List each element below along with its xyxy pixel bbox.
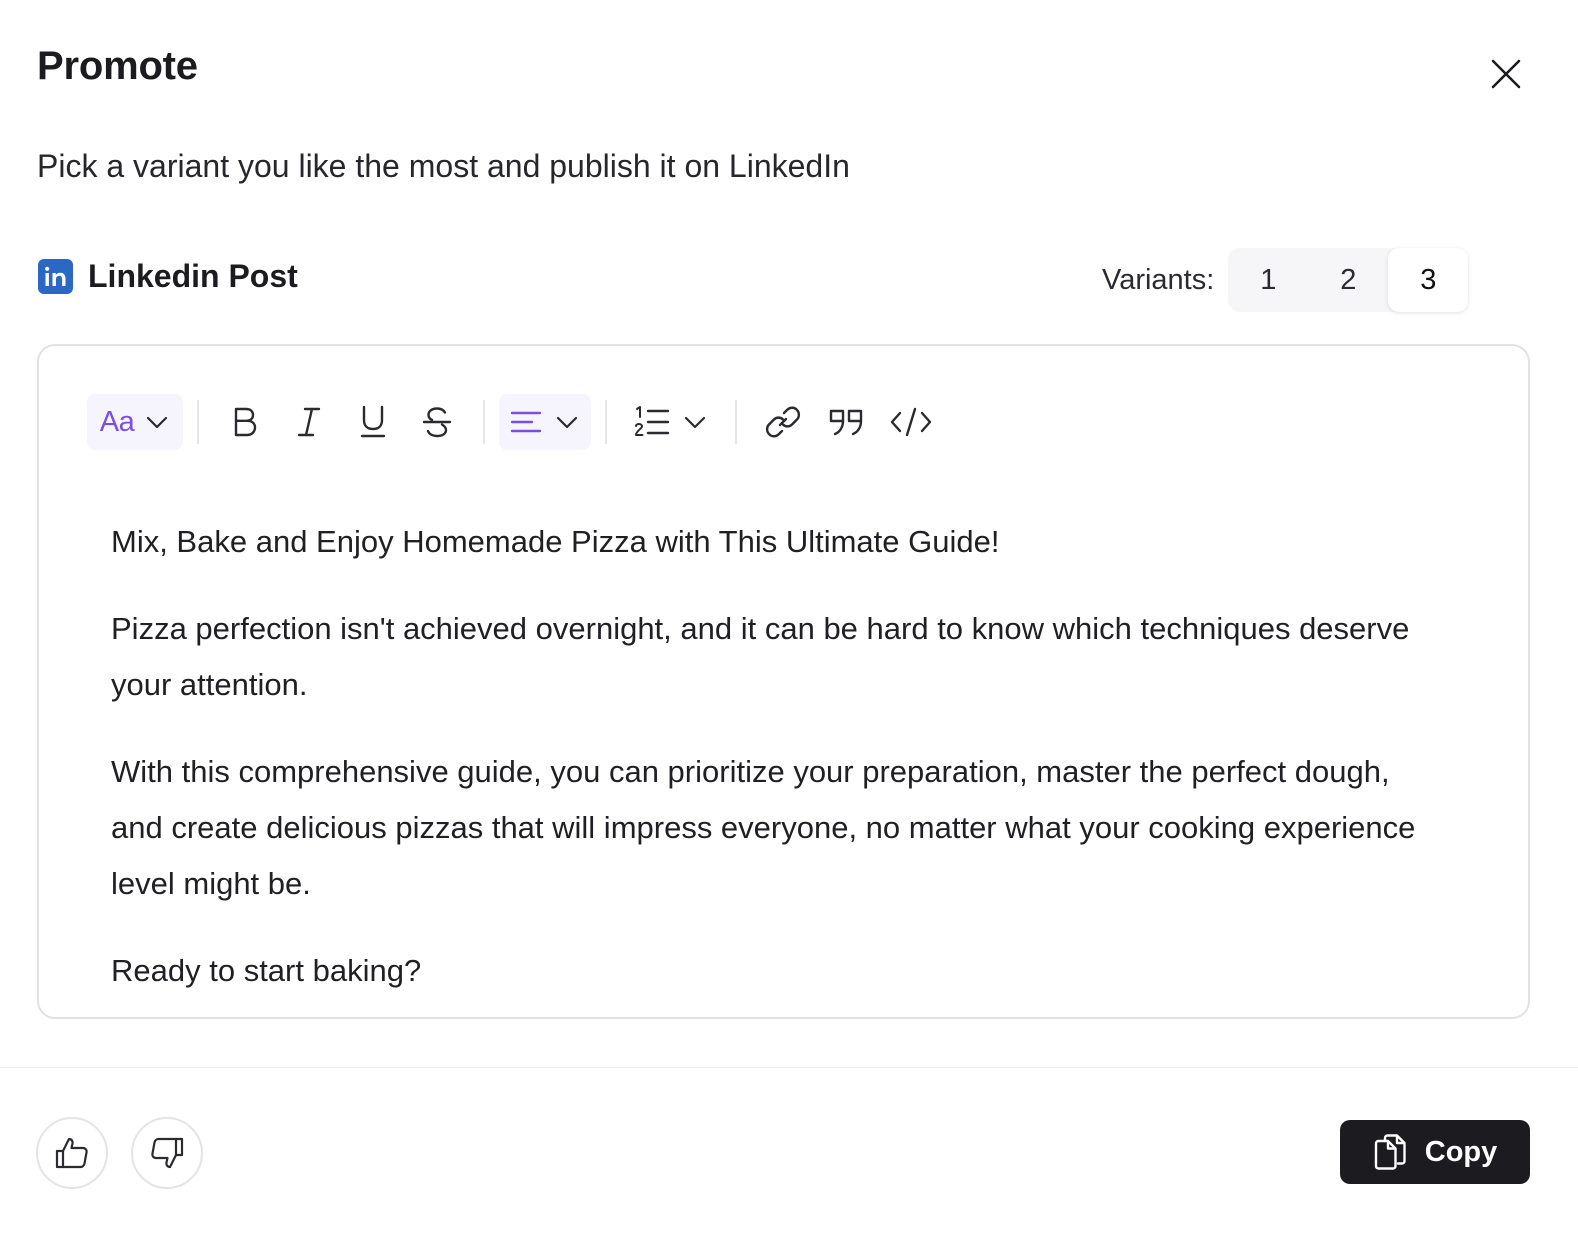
variant-1-button[interactable]: 1 xyxy=(1260,263,1277,296)
blockquote-button[interactable] xyxy=(815,394,879,450)
thumbs-down-icon xyxy=(148,1134,186,1172)
variant-2-button[interactable]: 2 xyxy=(1340,263,1357,296)
underline-button[interactable] xyxy=(341,394,405,450)
editor-content[interactable] xyxy=(111,514,1441,988)
toolbar-divider xyxy=(605,400,607,444)
toolbar-divider xyxy=(483,400,485,444)
post-type-label: Linkedin Post xyxy=(88,258,298,294)
variant-tabs xyxy=(1228,248,1468,312)
variant-selector xyxy=(1102,248,1468,312)
align-left-icon xyxy=(510,409,542,435)
text-style-dropdown[interactable] xyxy=(87,394,183,450)
italic-icon xyxy=(294,405,324,439)
copy-button[interactable] xyxy=(1340,1120,1530,1184)
content-paragraph: Ready to start baking? xyxy=(111,953,422,988)
post-editor[interactable] xyxy=(37,344,1530,1019)
thumbs-up-icon xyxy=(53,1134,91,1172)
page-subtitle: Pick a variant you like the most and publish it on LinkedIn xyxy=(37,148,850,184)
thumbs-up-button[interactable] xyxy=(36,1117,108,1189)
page-title: Promote xyxy=(37,44,198,88)
code-icon xyxy=(890,406,932,438)
strikethrough-icon xyxy=(421,405,453,439)
close-button[interactable] xyxy=(1484,52,1528,96)
content-paragraph: Mix, Bake and Enjoy Homemade Pizza with This Ultimate Guide! xyxy=(111,524,1000,559)
content-paragraph: With this comprehensive guide, you can prioritize your preparation, master the perfect dough, and create delicious pizzas that will impress everyone, no matter what your cooking experience level might be. xyxy=(111,754,1416,901)
link-icon xyxy=(765,404,801,440)
ordered-list-icon xyxy=(634,405,670,439)
thumbs-down-button[interactable] xyxy=(131,1117,203,1189)
strikethrough-button[interactable] xyxy=(405,394,469,450)
linkedin-icon xyxy=(38,259,73,294)
italic-button[interactable] xyxy=(277,394,341,450)
chevron-down-icon xyxy=(682,409,708,435)
text-style-icon: Aa xyxy=(99,405,135,438)
bold-icon xyxy=(230,405,260,439)
align-dropdown[interactable] xyxy=(499,394,591,450)
chevron-down-icon xyxy=(554,409,580,435)
code-button[interactable] xyxy=(879,394,943,450)
blockquote-icon xyxy=(828,407,866,437)
content-paragraph: Pizza perfection isn't achieved overnight, and it can be hard to know which techniques deserve your attention. xyxy=(111,611,1410,702)
variants-label: Variants: xyxy=(1102,263,1215,296)
copy-icon xyxy=(1373,1133,1407,1171)
copy-label: Copy xyxy=(1424,1135,1498,1168)
footer-divider xyxy=(0,1067,1578,1068)
post-header xyxy=(38,258,298,295)
variant-3-button[interactable]: 3 xyxy=(1388,248,1468,312)
close-icon xyxy=(1490,58,1522,90)
toolbar-divider xyxy=(735,400,737,444)
list-dropdown[interactable] xyxy=(621,394,721,450)
toolbar-divider xyxy=(197,400,199,444)
editor-toolbar xyxy=(87,394,943,450)
chevron-down-icon xyxy=(144,409,170,435)
link-button[interactable] xyxy=(751,394,815,450)
bold-button[interactable] xyxy=(213,394,277,450)
underline-icon xyxy=(358,404,388,440)
